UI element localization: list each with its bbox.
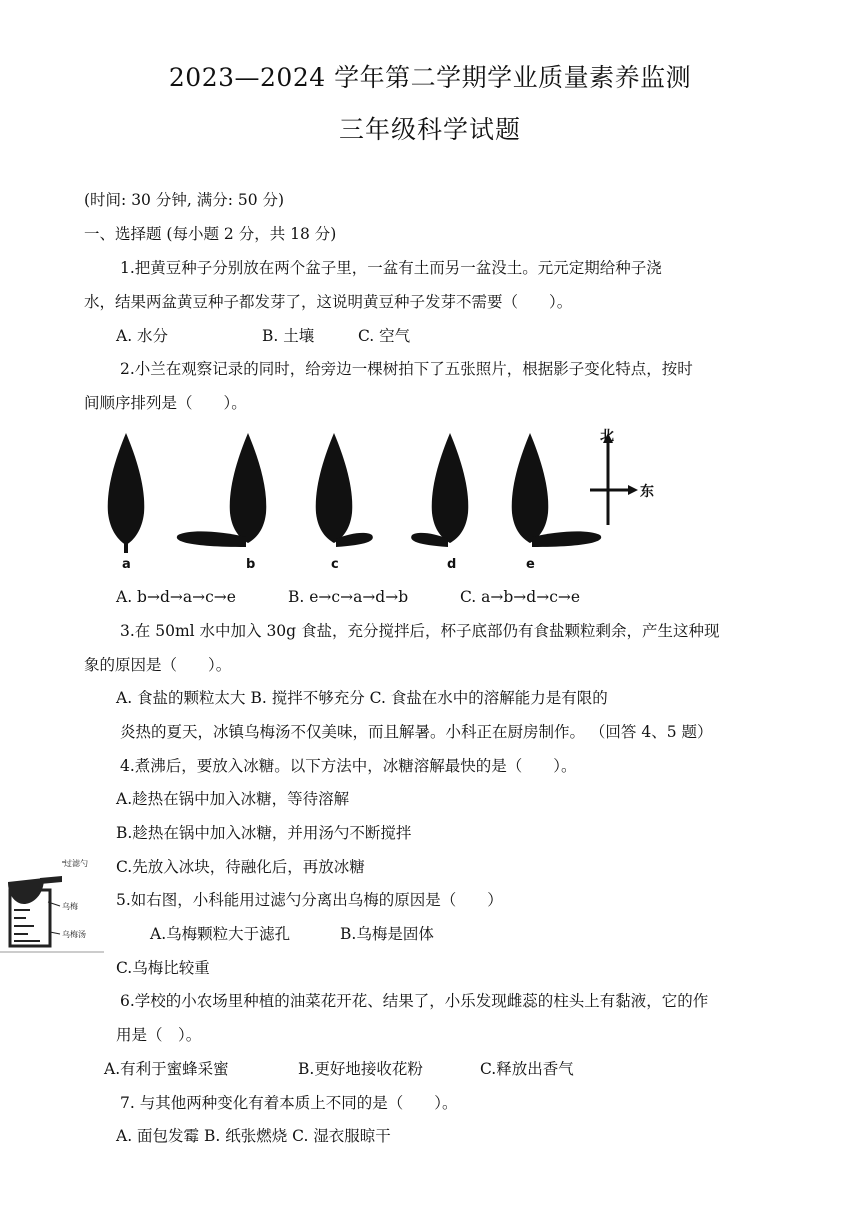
question-7-options: A. 面包发霉 B. 纸张燃烧 C. 湿衣服晾干	[116, 1127, 391, 1145]
option-b: B. 土壤	[262, 327, 315, 345]
tree-b-icon	[177, 433, 266, 547]
exam-info: (时间: 30 分钟, 满分: 50 分)	[84, 191, 285, 209]
exam-title: 2023—2024 学年第二学期学业质量素养监测	[168, 63, 692, 92]
figure-label-a: a	[122, 557, 131, 572]
option-c: C. 空气	[358, 327, 411, 345]
tree-a-icon	[108, 433, 145, 553]
figure-label-b: b	[246, 557, 256, 572]
tree-e-icon	[512, 433, 601, 547]
section-heading: 一、选择题 (每小题 2 分，共 18 分)	[84, 225, 337, 243]
question-7-stem: 7. 与其他两种变化有着本质上不同的是（ ）。	[120, 1094, 458, 1112]
tree-d-icon	[411, 433, 468, 547]
strainer-figure	[0, 852, 106, 956]
question-6-options	[104, 1059, 574, 1079]
question-2-line-2: 间顺序排列是（ ）。	[84, 394, 247, 412]
question-5-stem: 5.如右图，小科能用过滤勺分离出乌梅的原因是（ ）	[116, 891, 503, 909]
question-5-option-b: B.乌梅是固体	[340, 925, 434, 943]
question-5-option-a: A.乌梅颗粒大于滤孔	[150, 925, 291, 943]
context-text: 炎热的夏天，冰镇乌梅汤不仅美味，而且解暑。小科正在厨房制作。 （回答 4、5 题）	[120, 723, 713, 741]
strainer-label: 过滤勺	[64, 859, 88, 868]
option-b: B.更好地接收花粉	[298, 1060, 423, 1078]
option-c: C. a→b→d→c→e	[460, 588, 581, 606]
plum-label: 乌梅	[62, 902, 78, 911]
option-a: A. b→d→a→c→e	[116, 588, 236, 606]
question-5-option-c: C.乌梅比较重	[116, 959, 210, 977]
figure-label-d: d	[447, 557, 457, 572]
option-a: A.有利于蜜蜂采蜜	[104, 1060, 229, 1078]
question-3-options: A. 食盐的颗粒太大 B. 搅拌不够充分 C. 食盐在水中的溶解能力是有限的	[116, 689, 608, 707]
tree-c-icon	[316, 433, 373, 547]
question-1-options	[116, 326, 410, 346]
option-a: A. 水分	[116, 327, 169, 345]
compass-east-label: 东	[640, 484, 654, 500]
compass-icon	[590, 433, 638, 525]
question-3-line-2: 象的原因是（ ）。	[84, 656, 232, 674]
question-4-option-a: A.趁热在锅中加入冰糖，等待溶解	[116, 790, 350, 808]
plum-juice-label: 乌梅汤	[62, 930, 86, 939]
option-c: C.释放出香气	[480, 1060, 574, 1078]
question-1-line-1: 1.把黄豆种子分别放在两个盆子里，一盆有土而另一盆没土。元元定期给种子浇	[120, 259, 662, 277]
figure-label-e: e	[526, 557, 535, 572]
question-6-line-2: 用是（ ）。	[116, 1026, 202, 1044]
question-2-line-1: 2.小兰在观察记录的同时，给旁边一棵树拍下了五张照片，根据影子变化特点，按时	[120, 360, 693, 378]
question-6-line-1: 6.学校的小农场里种植的油菜花开花、结果了，小乐发现雌蕊的柱头上有黏液，它的作	[120, 992, 709, 1010]
question-1-line-2: 水，结果两盆黄豆种子都发芽了，这说明黄豆种子发芽不需要（ ）。	[84, 293, 573, 311]
question-4-option-b: B.趁热在锅中加入冰糖，并用汤勺不断搅拌	[116, 824, 412, 842]
exam-subtitle: 三年级科学试题	[338, 115, 521, 144]
option-b: B. e→c→a→d→b	[288, 588, 409, 606]
question-4-stem: 4.煮沸后，要放入冰糖。以下方法中，冰糖溶解最快的是（ ）。	[120, 757, 577, 775]
tree-shadow-figure	[100, 425, 680, 575]
figure-label-c: c	[331, 557, 339, 572]
question-2-options	[116, 587, 580, 607]
compass-north-label: 北	[600, 428, 614, 445]
question-4-option-c: C.先放入冰块，待融化后，再放冰糖	[116, 858, 365, 876]
question-3-line-1: 3.在 50ml 水中加入 30g 食盐，充分搅拌后，杯子底部仍有食盐颗粒剩余，产生这种现	[120, 622, 720, 640]
